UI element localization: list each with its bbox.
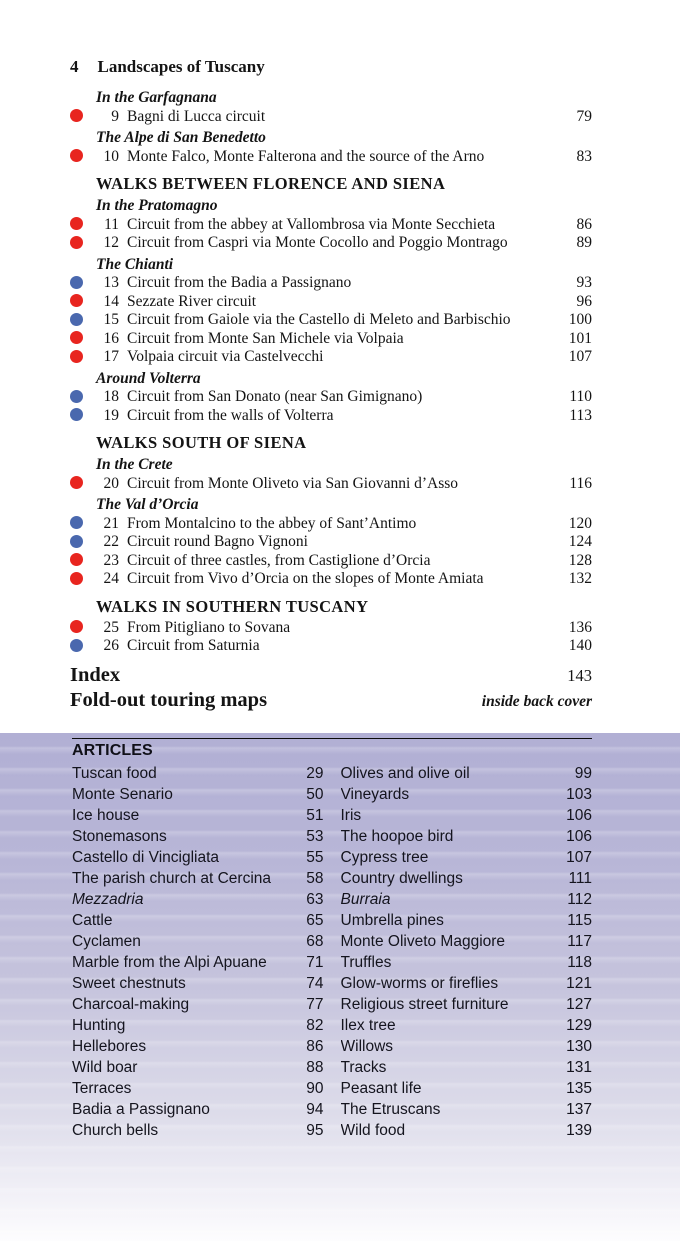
article-row <box>341 1099 593 1120</box>
red-dot-icon <box>70 109 83 122</box>
article-row <box>72 1036 324 1057</box>
article-title: Cyclamen <box>72 933 141 950</box>
foldout-page-ref: inside back cover <box>481 692 592 710</box>
article-title: The parish church at Cercina <box>72 870 272 887</box>
region-subheading: The Alpe di San Benedetto <box>96 129 266 146</box>
walk-page-number: 107 <box>568 348 592 365</box>
article-page-number: 77 <box>306 996 324 1013</box>
article-page-number: 131 <box>566 1059 592 1076</box>
walk-number: 21 <box>103 514 119 532</box>
article-page-number: 139 <box>566 1122 592 1139</box>
red-dot-icon <box>70 476 83 489</box>
article-page-number: 117 <box>567 933 592 950</box>
walk-page-number: 83 <box>576 147 592 165</box>
article-page-number: 137 <box>566 1101 592 1118</box>
article-page-number: 127 <box>566 996 592 1013</box>
walk-title: Circuit from San Donato (near San Gimignano) <box>127 388 423 405</box>
article-row <box>72 868 324 889</box>
blue-dot-icon <box>70 535 83 548</box>
toc-entry <box>70 552 592 571</box>
article-row <box>72 805 324 826</box>
article-title: Hunting <box>72 1017 126 1034</box>
toc-entry <box>70 274 592 293</box>
article-title: Castello di Vincigliata <box>72 849 220 866</box>
toc-entry <box>70 311 592 330</box>
index-page-number: 143 <box>567 665 592 685</box>
walk-title: Sezzate River circuit <box>127 292 257 310</box>
foldout-label: Fold-out touring maps <box>70 688 268 711</box>
article-row <box>341 1015 593 1036</box>
article-row <box>341 1120 593 1141</box>
article-title: Olives and olive oil <box>340 765 470 782</box>
article-title: Umbrella pines <box>340 912 444 929</box>
articles-section <box>0 733 680 1241</box>
article-row <box>72 1015 324 1036</box>
article-row <box>341 826 593 847</box>
region-subheading: Around Volterra <box>96 369 201 387</box>
article-page-number: 53 <box>306 828 324 845</box>
article-title: Monte Oliveto Maggiore <box>340 933 506 950</box>
article-row <box>341 994 593 1015</box>
region-subheading: The Val d’Orcia <box>96 496 199 513</box>
article-page-number: 111 <box>568 870 592 887</box>
article-title: The hoopoe bird <box>340 828 454 845</box>
article-row <box>341 952 593 973</box>
article-title: Iris <box>340 807 362 824</box>
article-row <box>341 1036 593 1057</box>
page-number: 4 <box>70 57 79 76</box>
article-row <box>341 847 593 868</box>
article-row <box>72 1057 324 1078</box>
blue-dot-icon <box>70 516 83 529</box>
page-header <box>70 58 592 76</box>
article-page-number: 90 <box>306 1080 324 1097</box>
walk-page-number: 120 <box>568 514 592 532</box>
walk-number: 10 <box>103 147 119 165</box>
article-title: Country dwellings <box>340 870 463 887</box>
walk-number: 16 <box>103 329 119 347</box>
toc-entry <box>70 348 592 367</box>
article-title: The Etruscans <box>340 1101 441 1118</box>
article-page-number: 58 <box>306 870 324 887</box>
article-row <box>341 910 593 931</box>
walk-page-number: 101 <box>568 329 592 347</box>
article-row <box>341 973 593 994</box>
article-page-number: 106 <box>566 828 592 845</box>
article-page-number: 107 <box>566 849 592 866</box>
walk-page-number: 116 <box>569 474 592 492</box>
walk-title: From Pitigliano to Sovana <box>127 618 291 636</box>
articles-heading: ARTICLES <box>72 742 153 759</box>
walk-title: Circuit from Vivo d’Orcia on the slopes of Monte Amiata <box>127 570 484 587</box>
toc-entry <box>70 637 592 656</box>
article-title: Mezzadria <box>72 891 144 908</box>
toc-entry <box>70 216 592 235</box>
walk-page-number: 110 <box>569 388 592 405</box>
red-dot-icon <box>70 350 83 363</box>
region-subheading: In the Garfagnana <box>96 89 217 106</box>
walk-page-number: 124 <box>568 533 592 550</box>
article-title: Tuscan food <box>72 765 157 782</box>
article-page-number: 106 <box>566 807 592 824</box>
toc-entry <box>70 388 592 407</box>
toc-entry <box>70 619 592 638</box>
article-page-number: 50 <box>306 786 324 803</box>
walk-title: Circuit from Monte San Michele via Volpaia <box>127 329 404 347</box>
article-title: Charcoal-making <box>72 996 190 1013</box>
article-row <box>341 805 593 826</box>
article-row <box>341 763 593 784</box>
walk-title: Circuit of three castles, from Castiglione d’Orcia <box>127 551 431 569</box>
red-dot-icon <box>70 217 83 230</box>
article-page-number: 29 <box>306 765 324 782</box>
walk-title: Circuit from the walls of Volterra <box>127 406 334 424</box>
walk-number: 9 <box>111 107 119 125</box>
article-page-number: 51 <box>306 807 324 824</box>
article-page-number: 55 <box>306 849 324 866</box>
walk-page-number: 93 <box>576 274 592 291</box>
walk-page-number: 113 <box>569 406 592 424</box>
article-title: Tracks <box>340 1059 387 1076</box>
toc-entry <box>70 475 592 494</box>
region-subheading: In the Pratomagno <box>96 197 218 214</box>
article-row <box>72 763 324 784</box>
article-title: Stonemasons <box>72 828 167 845</box>
article-page-number: 68 <box>306 933 324 950</box>
walk-title: Monte Falco, Monte Falterona and the source of the Arno <box>127 147 485 165</box>
article-page-number: 95 <box>306 1122 324 1139</box>
article-page-number: 63 <box>306 891 324 908</box>
article-title: Ice house <box>72 807 140 824</box>
index-label: Index <box>70 663 121 686</box>
walk-number: 12 <box>103 234 119 251</box>
section-heading: WALKS SOUTH OF SIENA <box>96 433 307 452</box>
walk-title: Circuit from the abbey at Vallombrosa via Monte Secchieta <box>127 215 496 233</box>
walk-title: Circuit from Monte Oliveto via San Giovanni d’Asso <box>127 474 459 492</box>
walk-page-number: 140 <box>568 637 592 654</box>
walk-title: Circuit from Caspri via Monte Cocollo and Poggio Montrago <box>127 234 508 251</box>
toc-entry <box>70 570 592 589</box>
walk-page-number: 79 <box>576 107 592 125</box>
walk-page-number: 100 <box>568 311 592 328</box>
blue-dot-icon <box>70 276 83 289</box>
walk-page-number: 89 <box>576 234 592 251</box>
article-page-number: 71 <box>306 954 324 971</box>
article-title: Church bells <box>72 1122 159 1139</box>
walk-title: Bagni di Lucca circuit <box>127 107 266 125</box>
section-heading: WALKS IN SOUTHERN TUSCANY <box>96 596 369 616</box>
article-title: Monte Senario <box>72 786 173 803</box>
article-page-number: 129 <box>566 1017 592 1034</box>
walk-title: Circuit round Bagno Vignoni <box>127 533 308 550</box>
articles-column-left <box>72 763 324 1141</box>
article-title: Glow-worms or fireflies <box>340 975 499 992</box>
toc-entry <box>70 234 592 253</box>
article-row <box>72 889 324 910</box>
walk-number: 22 <box>103 533 119 550</box>
article-title: Ilex tree <box>340 1017 396 1034</box>
walk-title: From Montalcino to the abbey of Sant’Antimo <box>127 514 417 532</box>
walk-number: 19 <box>103 406 119 424</box>
article-page-number: 65 <box>306 912 324 929</box>
walk-number: 17 <box>103 348 119 365</box>
article-row <box>72 1120 324 1141</box>
walk-number: 23 <box>103 551 119 569</box>
walk-title: Volpaia circuit via Castelvecchi <box>127 348 324 365</box>
blue-dot-icon <box>70 408 83 421</box>
article-page-number: 86 <box>306 1038 324 1055</box>
foldout-row <box>70 688 592 714</box>
article-title: Wild food <box>340 1122 406 1139</box>
red-dot-icon <box>70 294 83 307</box>
red-dot-icon <box>70 236 83 249</box>
article-title: Religious street furniture <box>340 996 509 1013</box>
index-row <box>70 663 592 688</box>
article-title: Peasant life <box>340 1080 422 1097</box>
walk-number: 25 <box>103 618 119 636</box>
walk-number: 24 <box>103 570 119 587</box>
article-row <box>341 1078 593 1099</box>
article-title: Truffles <box>340 954 392 971</box>
article-title: Sweet chestnuts <box>72 975 186 992</box>
article-page-number: 99 <box>574 765 592 782</box>
walk-page-number: 96 <box>576 292 592 310</box>
red-dot-icon <box>70 572 83 585</box>
toc-entry <box>70 533 592 552</box>
article-title: Wild boar <box>72 1059 138 1076</box>
region-subheading: The Chianti <box>96 255 174 273</box>
article-title: Terraces <box>72 1080 132 1097</box>
article-page-number: 130 <box>566 1038 592 1055</box>
red-dot-icon <box>70 331 83 344</box>
section-heading: WALKS BETWEEN FLORENCE AND SIENA <box>96 174 446 193</box>
article-title: Cattle <box>72 912 113 929</box>
article-row <box>72 973 324 994</box>
toc-entry <box>70 108 592 127</box>
walk-title: Circuit from Saturnia <box>127 637 260 654</box>
toc-list <box>70 89 592 656</box>
walk-number: 18 <box>103 388 119 405</box>
article-page-number: 82 <box>306 1017 324 1034</box>
article-title: Vineyards <box>340 786 410 803</box>
blue-dot-icon <box>70 313 83 326</box>
article-row <box>72 784 324 805</box>
article-page-number: 88 <box>306 1059 324 1076</box>
walk-number: 14 <box>103 292 119 310</box>
blue-dot-icon <box>70 639 83 652</box>
article-row <box>341 784 593 805</box>
article-page-number: 112 <box>567 891 592 908</box>
toc-entry <box>70 148 592 167</box>
walk-number: 26 <box>103 637 119 654</box>
walk-page-number: 86 <box>576 215 592 233</box>
walk-number: 11 <box>104 215 119 233</box>
article-row <box>72 994 324 1015</box>
article-page-number: 74 <box>306 975 324 992</box>
region-subheading: In the Crete <box>96 456 173 473</box>
walk-page-number: 132 <box>568 570 592 587</box>
articles-columns <box>72 763 592 1141</box>
article-row <box>72 1099 324 1120</box>
article-row <box>341 889 593 910</box>
red-dot-icon <box>70 620 83 633</box>
article-row <box>72 1078 324 1099</box>
article-page-number: 135 <box>566 1080 592 1097</box>
walk-page-number: 128 <box>568 551 592 569</box>
walk-number: 13 <box>103 274 119 291</box>
walk-page-number: 136 <box>568 618 592 636</box>
article-page-number: 118 <box>567 954 592 971</box>
article-row <box>72 847 324 868</box>
red-dot-icon <box>70 149 83 162</box>
articles-column-right <box>341 763 593 1141</box>
walk-number: 20 <box>103 474 119 492</box>
article-page-number: 121 <box>566 975 592 992</box>
article-row <box>341 868 593 889</box>
article-row <box>72 952 324 973</box>
red-dot-icon <box>70 553 83 566</box>
walk-title: Circuit from Gaiole via the Castello di Meleto and Barbischio <box>127 311 511 328</box>
toc-entry <box>70 330 592 349</box>
article-page-number: 115 <box>567 912 592 929</box>
article-row <box>341 1057 593 1078</box>
article-row <box>72 910 324 931</box>
book-title: Landscapes of Tuscany <box>97 57 265 76</box>
toc-entry <box>70 407 592 426</box>
toc-entry <box>70 515 592 534</box>
walk-number: 15 <box>103 311 119 328</box>
article-title: Badia a Passignano <box>72 1101 210 1118</box>
article-row <box>341 931 593 952</box>
article-page-number: 94 <box>306 1101 324 1118</box>
toc-entry <box>70 293 592 312</box>
blue-dot-icon <box>70 390 83 403</box>
article-title: Burraia <box>340 891 391 908</box>
walk-title: Circuit from the Badia a Passignano <box>127 274 352 291</box>
article-row <box>72 826 324 847</box>
article-title: Cypress tree <box>340 849 429 866</box>
article-title: Hellebores <box>72 1038 147 1055</box>
article-title: Marble from the Alpi Apuane <box>72 954 267 971</box>
article-page-number: 103 <box>566 786 592 803</box>
article-row <box>72 931 324 952</box>
article-title: Willows <box>340 1038 394 1055</box>
